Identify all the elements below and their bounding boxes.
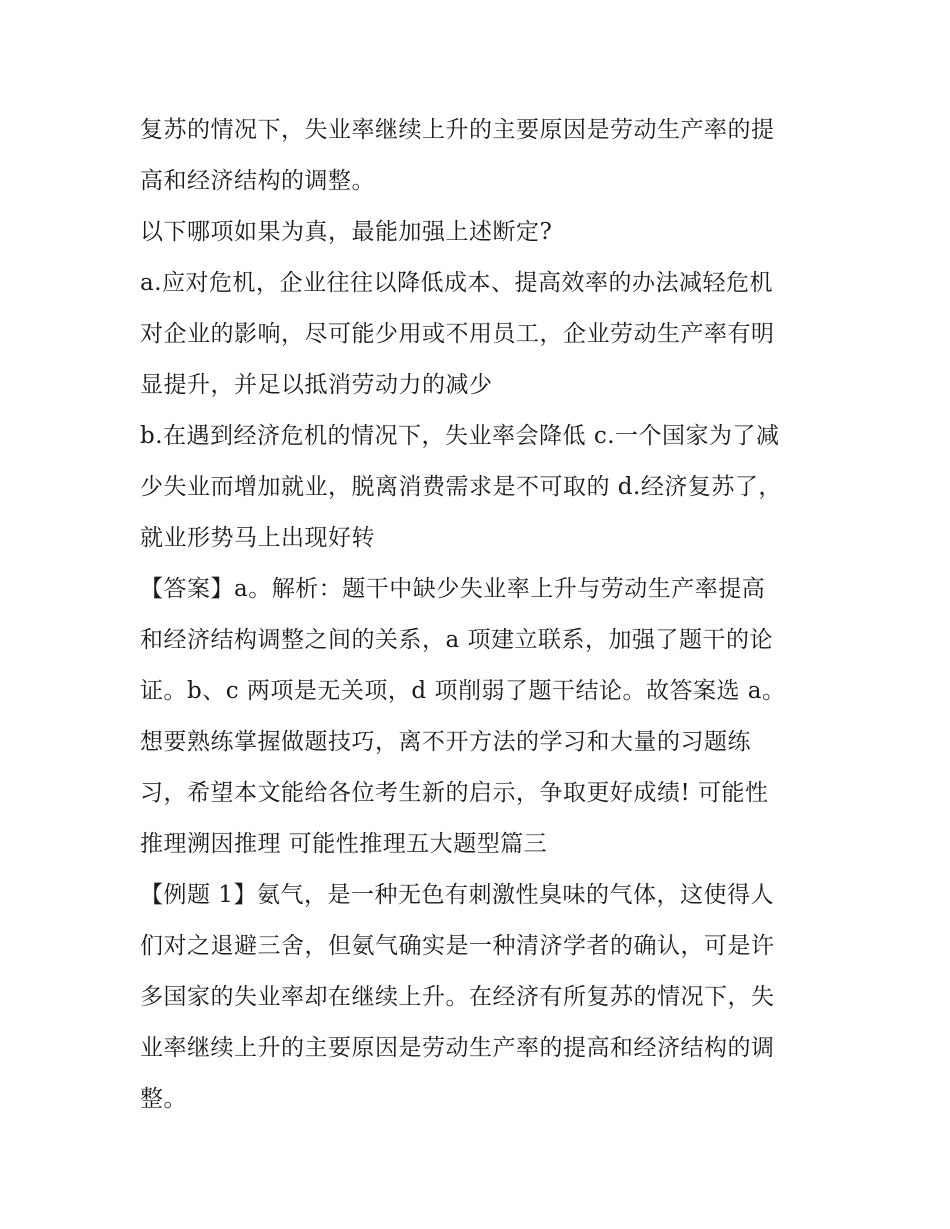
closing-line-1: 想要熟练掌握做题技巧，离不开方法的学习和大量的习题练 [140,729,751,755]
option-d-line: 就业形势马上出现好转 [140,525,375,551]
option-a-line-3: 显提升，并足以抵消劳动力的减少 [140,372,493,398]
answer-line-2: 和经济结构调整之间的关系，a 项建立联系，加强了题干的论 [140,627,774,653]
answer-line-1: 【答案】a。解析：题干中缺少失业率上升与劳动生产率提高 [140,576,766,602]
text-line-1: 复苏的情况下，失业率继续上升的主要原因是劳动生产率的提 [140,117,775,143]
option-a-line-2: 对企业的影响，尽可能少用或不用员工，企业劳动生产率有明 [140,321,775,347]
section-heading-line: 推理溯因推理 可能性推理五大题型篇三 [140,831,548,857]
closing-line-2: 习，希望本文能给各位考生新的启示，争取更好成绩! 可能性 [140,780,769,806]
option-a-line-1: a.应对危机，企业往往以降低成本、提高效率的办法减轻危机 [140,270,774,296]
example-line-1: 【例题 1】氨气，是一种无色有刺激性臭味的气体，这使得人 [140,882,774,908]
option-c-d-line: 少失业而增加就业，脱离消费需求是不可取的 d.经济复苏了， [140,474,782,500]
text-line-2: 高和经济结构的调整。 [140,168,375,194]
answer-line-3: 证。b、c 两项是无关项，d 项削弱了题干结论。故答案选 a。 [140,678,786,704]
body-text [140,105,820,1125]
option-b-c-line: b.在遇到经济危机的情况下，失业率会降低 c.一个国家为了减 [140,423,780,449]
example-line-2: 们对之退避三舍，但氨气确实是一种清济学者的确认，可是许 [140,933,775,959]
question-prompt: 以下哪项如果为真，最能加强上述断定? [140,219,553,245]
example-line-3: 多国家的失业率却在继续上升。在经济有所复苏的情况下，失 [140,984,775,1010]
example-line-5: 整。 [140,1086,187,1112]
example-line-4: 业率继续上升的主要原因是劳动生产率的提高和经济结构的调 [140,1035,775,1061]
